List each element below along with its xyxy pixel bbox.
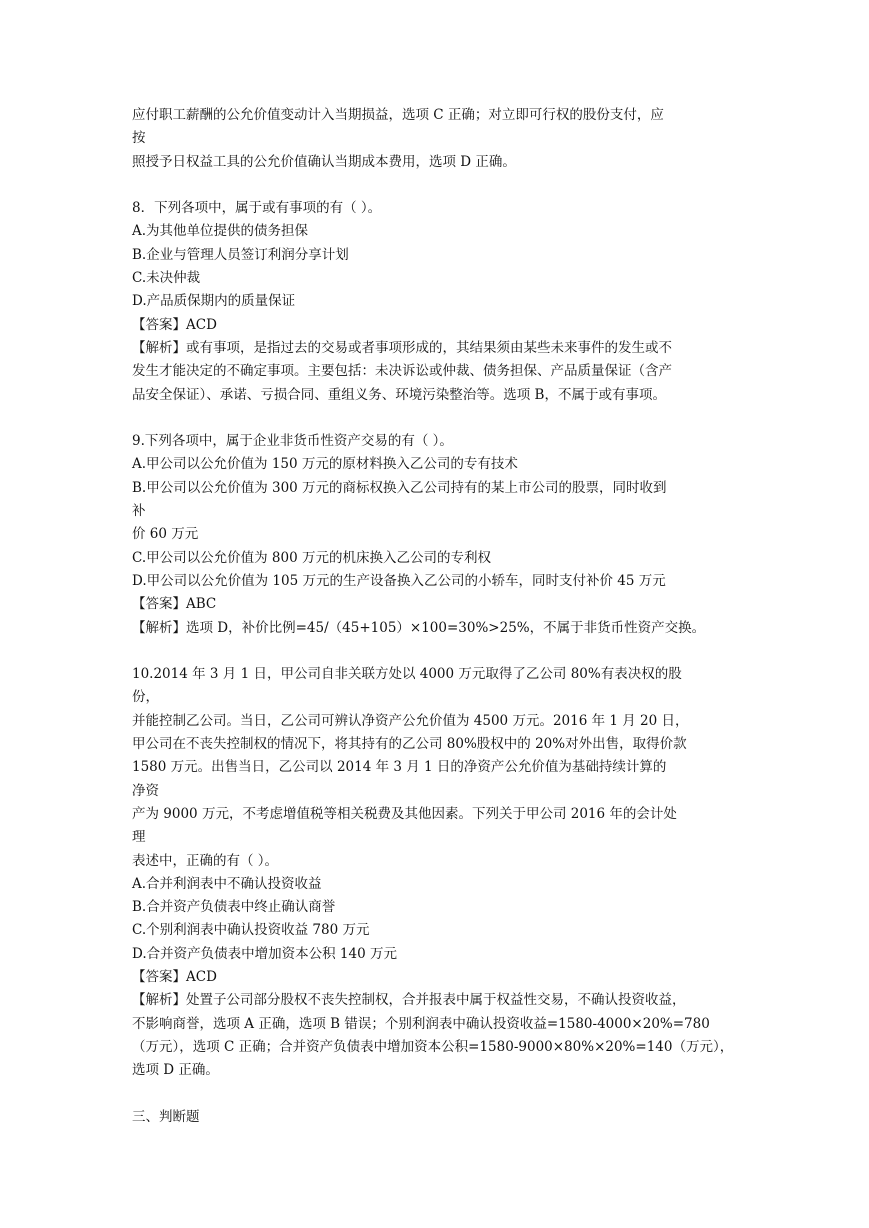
question-stem: 甲公司在不丧失控制权的情况下，将其持有的乙公司 80%股权中的 20%对外出售，取得价款 bbox=[132, 736, 687, 753]
explanation-line: 【解析】或有事项，是指过去的交易或者事项形成的，其结果须由某些未来事件的发生或不 bbox=[132, 339, 672, 356]
explanation-line: 【解析】选项 D，补价比例=45/（45+105）×100=30%>25%，不属于非货币性资产交换。 bbox=[132, 619, 706, 636]
answer: 【答案】ACD bbox=[132, 968, 217, 985]
option-a: A.合并利润表中不确认投资收益 bbox=[132, 875, 322, 892]
document-page bbox=[132, 104, 742, 1129]
explanation-line: 不影响商誉，选项 A 正确，选项 B 错误；个别利润表中确认投资收益=1580-4000×20%=780 bbox=[132, 1015, 710, 1032]
question-9 bbox=[132, 430, 742, 640]
option-b: B.甲公司以公允价值为 300 万元的商标权换入乙公司持有的某上市公司的股票，同时收到 bbox=[132, 479, 667, 496]
paragraph-gap bbox=[132, 174, 742, 197]
option-c: C.个别利润表中确认投资收益 780 万元 bbox=[132, 922, 370, 939]
option-c: C.未决仲裁 bbox=[132, 270, 201, 287]
q7-explanation-tail bbox=[132, 104, 742, 174]
question-stem: 9.下列各项中，属于企业非货币性资产交易的有（ ）。 bbox=[132, 433, 453, 450]
question-stem: 10.2014 年 3 月 1 日，甲公司自非关联方处以 4000 万元取得了乙公司 80%有表决权的股 bbox=[132, 666, 682, 683]
option-d: D.产品质保期内的质量保证 bbox=[132, 293, 296, 310]
explanation-line: 品安全保证）、承诺、亏损合同、重组义务、环境污染整治等。选项 B，不属于或有事项。 bbox=[132, 386, 666, 403]
question-stem: 份， bbox=[132, 689, 159, 706]
text-line: 按 bbox=[132, 130, 146, 147]
question-8 bbox=[132, 197, 742, 407]
question-stem: 产为 9000 万元，不考虑增值税等相关税费及其他因素。下列关于甲公司 2016 年的会计处 bbox=[132, 805, 677, 822]
question-stem: 8．下列各项中，属于或有事项的有（ ）。 bbox=[132, 200, 382, 217]
question-stem: 理 bbox=[132, 829, 146, 846]
answer: 【答案】ABC bbox=[132, 596, 217, 613]
question-stem: 1580 万元。出售当日，乙公司以 2014 年 3 月 1 日的净资产公允价值为基础持续计算的 bbox=[132, 759, 667, 776]
option-b-continued: 补 bbox=[132, 503, 146, 520]
option-b-continued: 价 60 万元 bbox=[132, 526, 199, 543]
paragraph-gap bbox=[132, 640, 742, 663]
option-b: B.企业与管理人员签订利润分享计划 bbox=[132, 246, 349, 263]
question-stem: 并能控制乙公司。当日，乙公司可辨认净资产公允价值为 4500 万元。2016 年 1 月 20 日， bbox=[132, 712, 689, 729]
text-line: 应付职工薪酬的公允价值变动计入当期损益，选项 C 正确；对立即可行权的股份支付，应 bbox=[132, 107, 664, 123]
option-a: A.为其他单位提供的债务担保 bbox=[132, 223, 309, 240]
option-b: B.合并资产负债表中终止确认商誉 bbox=[132, 899, 336, 916]
option-a: A.甲公司以公允价值为 150 万元的原材料换入乙公司的专有技术 bbox=[132, 456, 518, 473]
section-3-heading bbox=[132, 1106, 742, 1129]
question-10 bbox=[132, 663, 742, 1082]
question-stem: 净资 bbox=[132, 782, 159, 799]
explanation-line: 发生才能决定的不确定事项。主要包括：未决诉讼或仲裁、债务担保、产品质量保证（含产 bbox=[132, 363, 672, 380]
option-d: D.甲公司以公允价值为 105 万元的生产设备换入乙公司的小轿车，同时支付补价 45 万元 bbox=[132, 572, 666, 589]
option-c: C.甲公司以公允价值为 800 万元的机床换入乙公司的专利权 bbox=[132, 549, 491, 566]
question-stem: 表述中，正确的有（ ）。 bbox=[132, 852, 279, 869]
explanation-line: 选项 D 正确。 bbox=[132, 1062, 219, 1079]
paragraph-gap bbox=[132, 1082, 742, 1105]
text-line: 照授予日权益工具的公允价值确认当期成本费用，选项 D 正确。 bbox=[132, 153, 516, 170]
explanation-line: 【解析】处置子公司部分股权不丧失控制权，合并报表中属于权益性交易，不确认投资收益， bbox=[132, 992, 686, 1009]
explanation-line: （万元），选项 C 正确；合并资产负债表中增加资本公积=1580-9000×80%×20%=140（万元）， bbox=[132, 1038, 734, 1055]
option-d: D.合并资产负债表中增加资本公积 140 万元 bbox=[132, 945, 397, 962]
section-heading: 三、判断题 bbox=[132, 1108, 200, 1125]
answer: 【答案】ACD bbox=[132, 316, 217, 333]
paragraph-gap bbox=[132, 407, 742, 430]
